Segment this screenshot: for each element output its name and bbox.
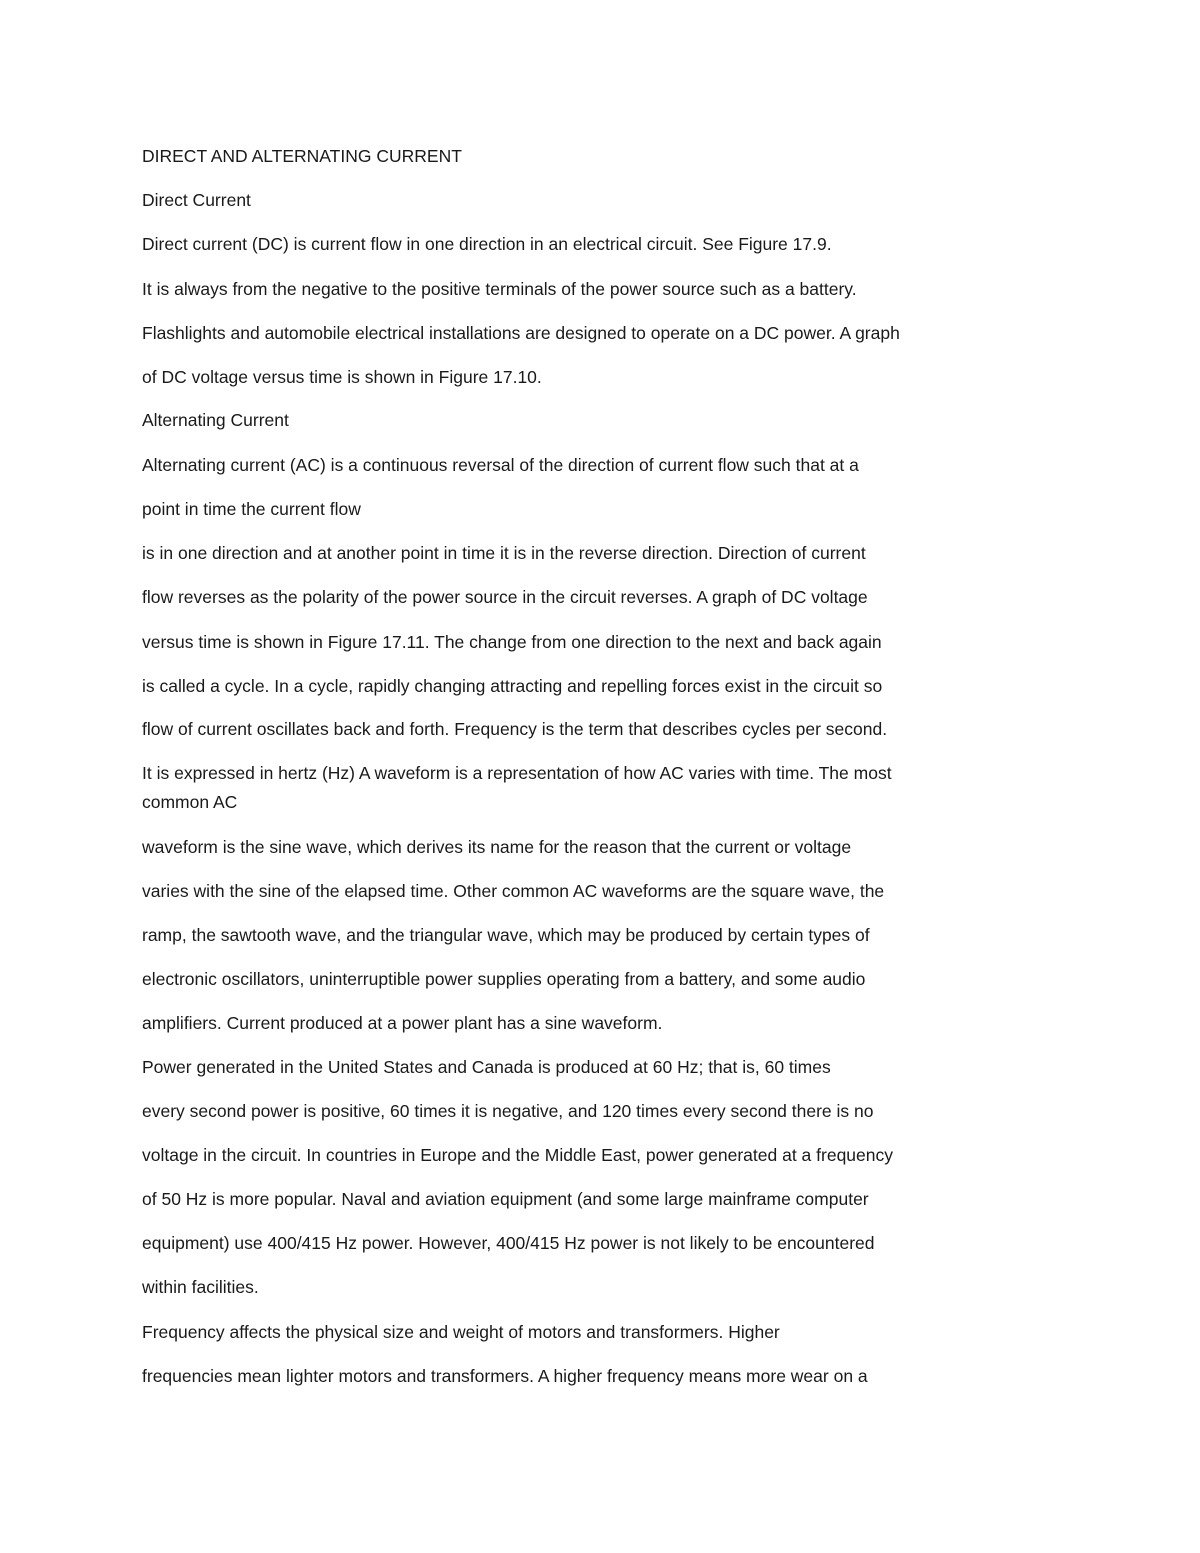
- text-line: electronic oscillators, uninterruptible power supplies operating from a battery, and some audio: [142, 969, 866, 989]
- document-title: DIRECT AND ALTERNATING CURRENT: [142, 146, 462, 166]
- text-line: Alternating current (AC) is a continuous reversal of the direction of current flow such that at a: [142, 455, 859, 475]
- text-line: within facilities.: [142, 1277, 259, 1297]
- text-line: point in time the current flow: [142, 499, 361, 519]
- text-line: amplifiers. Current produced at a power plant has a sine waveform.: [142, 1013, 663, 1033]
- text-line: is in one direction and at another point in time it is in the reverse direction. Direction of current: [142, 543, 866, 563]
- text-line: is called a cycle. In a cycle, rapidly changing attracting and repelling forces exist in the circuit so: [142, 676, 883, 696]
- text-line: It is expressed in hertz (Hz) A waveform is a representation of how AC varies with time. The most: [142, 763, 892, 783]
- text-line: flow reverses as the polarity of the power source in the circuit reverses. A graph of DC voltage: [142, 587, 868, 607]
- text-line: equipment) use 400/415 Hz power. However, 400/415 Hz power is not likely to be encountered: [142, 1233, 875, 1253]
- section-heading-direct-current: Direct Current: [142, 190, 251, 210]
- text-line: waveform is the sine wave, which derives its name for the reason that the current or voltage: [142, 837, 852, 857]
- text-line: Direct current (DC) is current flow in one direction in an electrical circuit. See Figure 17.9.: [142, 234, 832, 254]
- text-line: It is always from the negative to the positive terminals of the power source such as a battery.: [142, 279, 857, 299]
- text-line: common AC: [142, 792, 238, 812]
- text-line: ramp, the sawtooth wave, and the triangular wave, which may be produced by certain types of: [142, 925, 870, 945]
- text-line: every second power is positive, 60 times it is negative, and 120 times every second there is no: [142, 1101, 874, 1121]
- section-heading-alternating-current: Alternating Current: [142, 410, 289, 430]
- text-line: frequencies mean lighter motors and transformers. A higher frequency means more wear on a: [142, 1366, 868, 1386]
- text-line: voltage in the circuit. In countries in Europe and the Middle East, power generated at a frequency: [142, 1145, 894, 1165]
- text-line: flow of current oscillates back and forth. Frequency is the term that describes cycles per second.: [142, 719, 888, 739]
- text-line: Flashlights and automobile electrical installations are designed to operate on a DC power. A graph: [142, 323, 900, 343]
- text-line: of DC voltage versus time is shown in Figure 17.10.: [142, 367, 542, 387]
- text-line: of 50 Hz is more popular. Naval and aviation equipment (and some large mainframe computer: [142, 1189, 869, 1209]
- text-line: versus time is shown in Figure 17.11. The change from one direction to the next and back again: [142, 632, 882, 652]
- text-line: varies with the sine of the elapsed time. Other common AC waveforms are the square wave, the: [142, 881, 885, 901]
- text-line: Frequency affects the physical size and weight of motors and transformers. Higher: [142, 1322, 780, 1342]
- text-line: Power generated in the United States and Canada is produced at 60 Hz; that is, 60 times: [142, 1057, 831, 1077]
